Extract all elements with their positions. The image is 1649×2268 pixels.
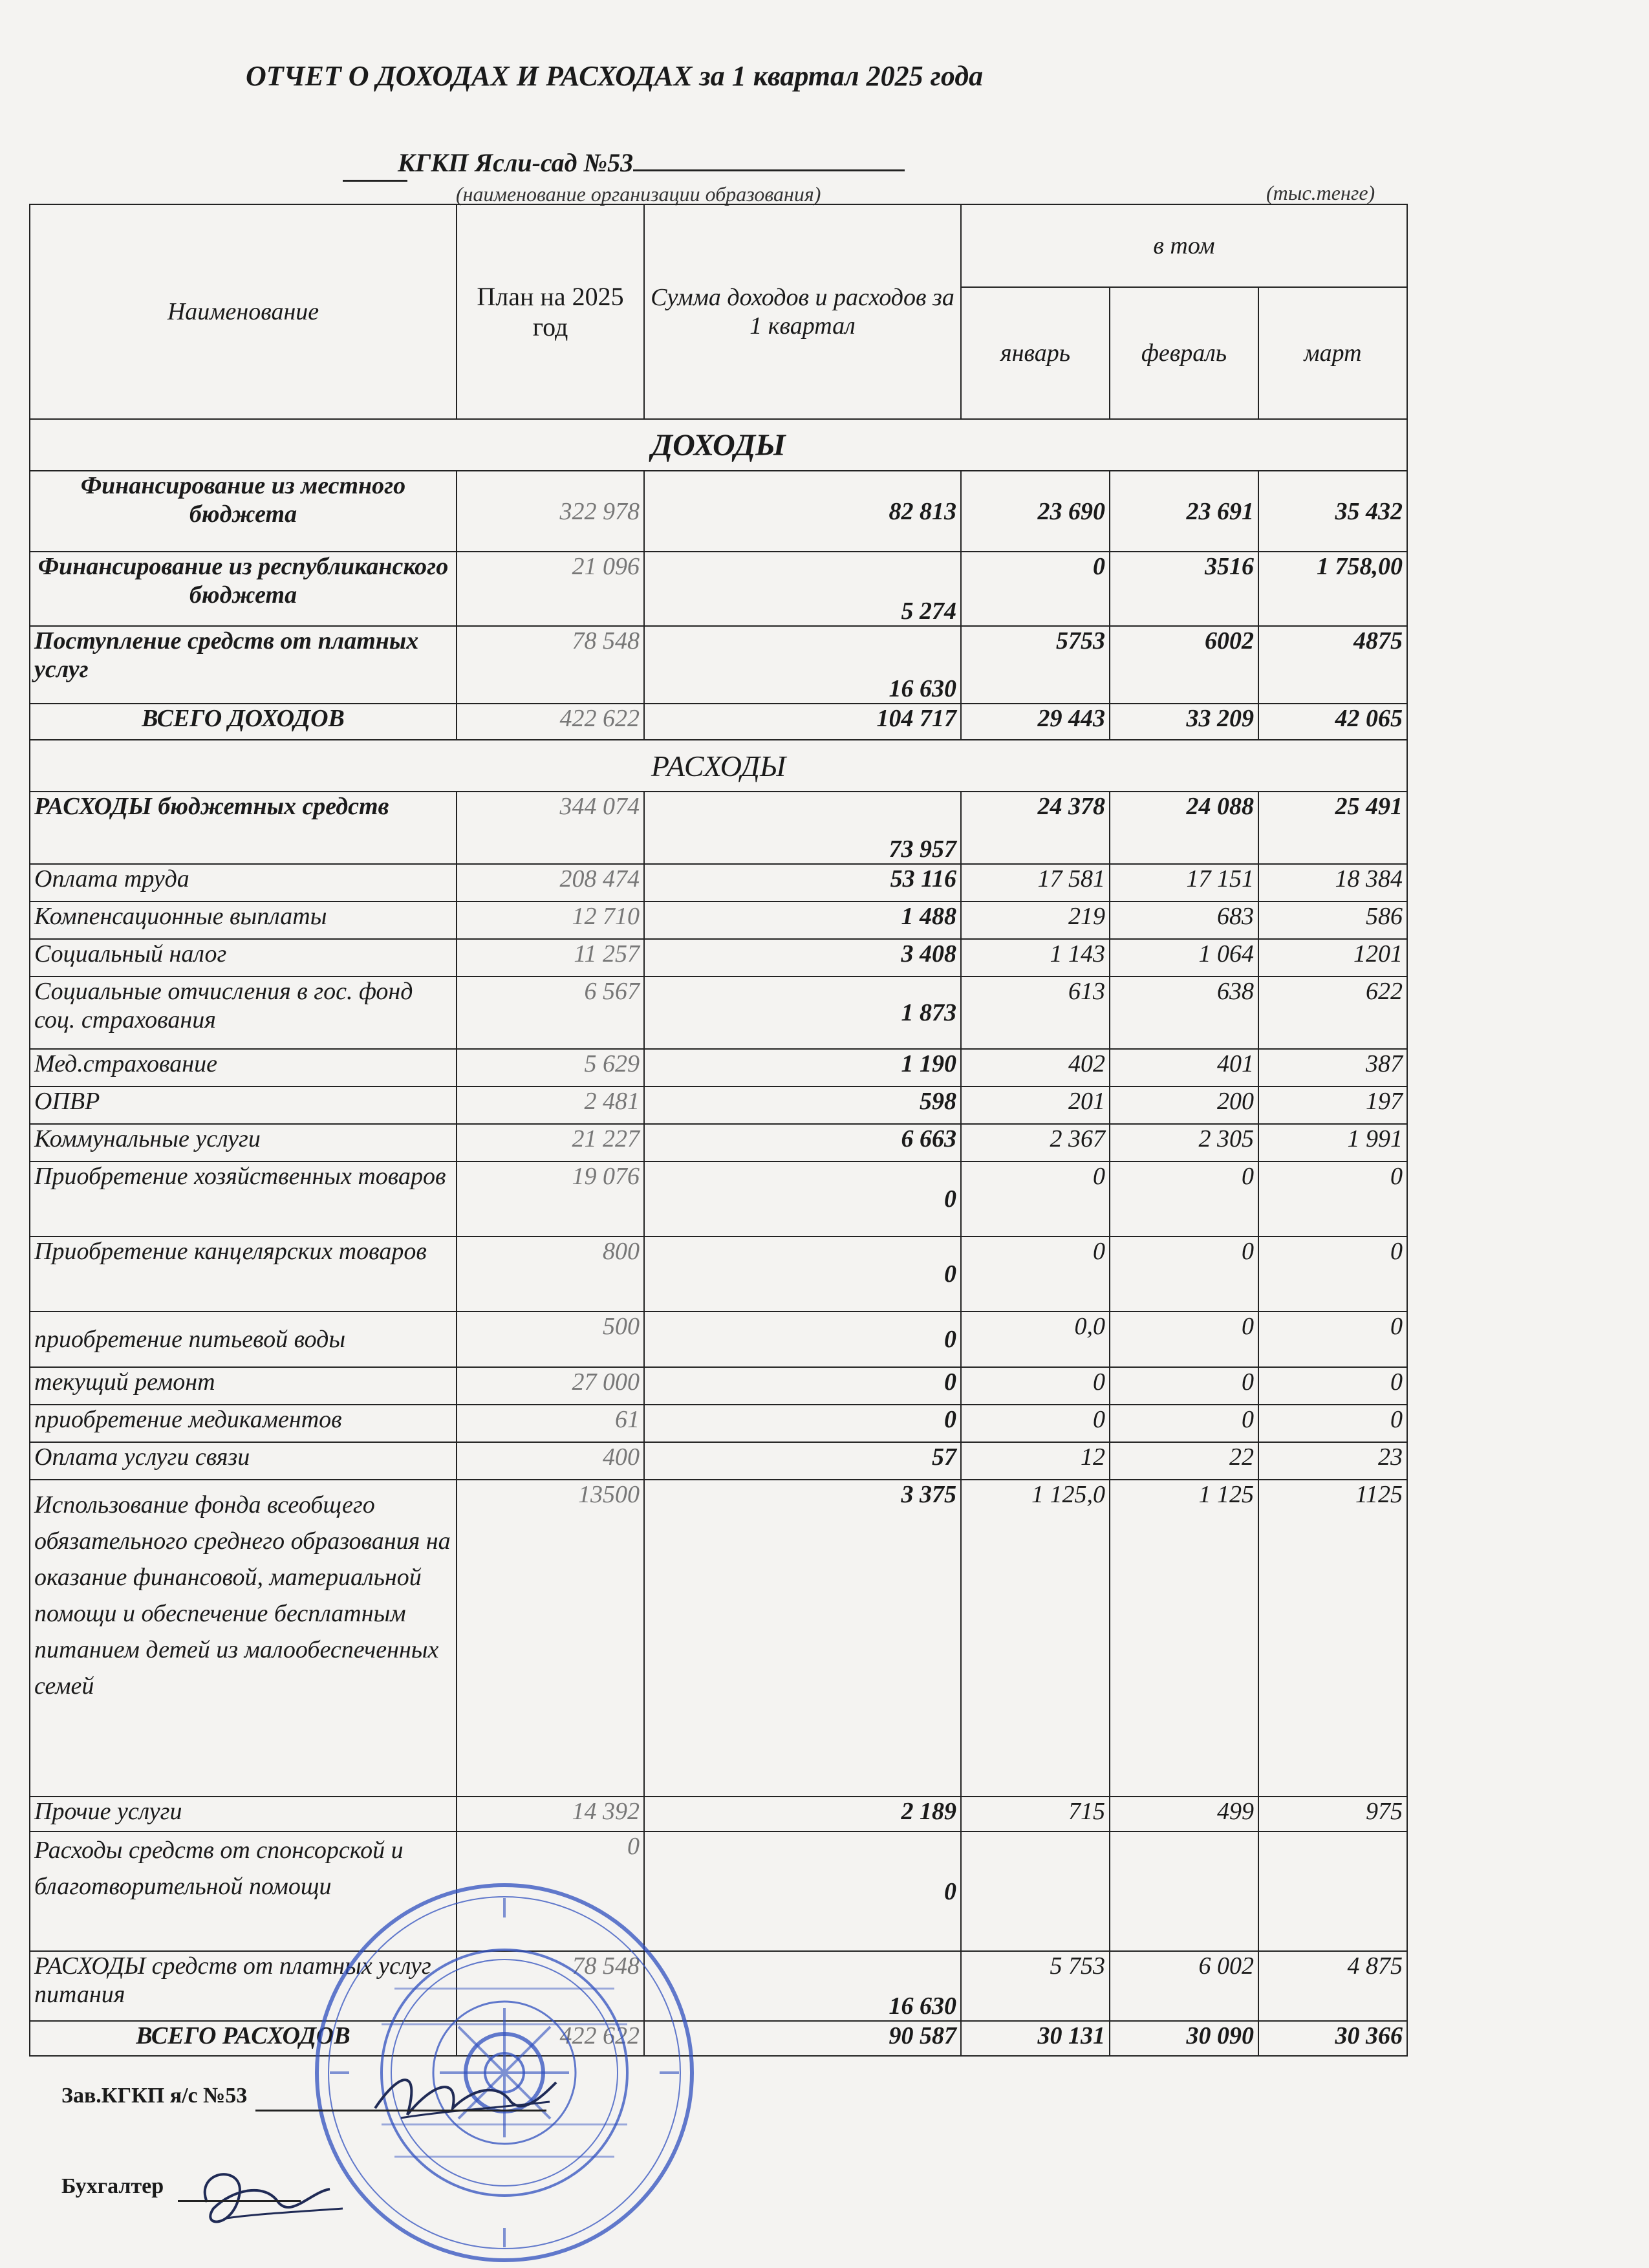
expense-total-feb: 30 090 [1110, 2021, 1258, 2056]
row-mar [1258, 1831, 1407, 1951]
income-row [30, 552, 1407, 626]
header-name: Наименование [30, 204, 457, 419]
row-feb: 200 [1110, 1086, 1258, 1124]
row-jan: 23 690 [961, 471, 1110, 552]
head-signature-line [255, 2110, 546, 2111]
expense-total-row [30, 2021, 1407, 2056]
row-jan: 5753 [961, 626, 1110, 704]
row-name: Компенсационные выплаты [30, 902, 457, 939]
row-sum: 1 190 [644, 1049, 961, 1086]
header-month-mar: март [1258, 287, 1407, 419]
row-plan: 0 [457, 1831, 644, 1951]
row-sum: 82 813 [644, 471, 961, 552]
org-prefix-line [343, 180, 407, 182]
row-feb: 401 [1110, 1049, 1258, 1086]
row-feb: 0 [1110, 1405, 1258, 1442]
row-name: Прочие услуги [30, 1797, 457, 1831]
accountant-signature [188, 2157, 356, 2241]
row-plan: 5 629 [457, 1049, 644, 1086]
row-name: Оплата услуги связи [30, 1442, 457, 1480]
expense-row [30, 1312, 1407, 1367]
head-signature-label: Зав.КГКП я/с №53 [61, 2084, 248, 2108]
accountant-signature-line [178, 2200, 301, 2202]
row-sum: 0 [644, 1367, 961, 1405]
row-jan: 2 367 [961, 1124, 1110, 1161]
row-mar: 0 [1258, 1367, 1407, 1405]
row-feb: 6 002 [1110, 1951, 1258, 2021]
expense-row [30, 1086, 1407, 1124]
row-sum: 16 630 [644, 626, 961, 704]
row-sum: 5 274 [644, 552, 961, 626]
row-sum: 0 [644, 1312, 961, 1367]
row-sum: 16 630 [644, 1951, 961, 2021]
row-plan: 21 227 [457, 1124, 644, 1161]
income-section-title: ДОХОДЫ [30, 419, 1407, 471]
row-jan: 0 [961, 1405, 1110, 1442]
income-row [30, 626, 1407, 704]
row-sum: 53 116 [644, 864, 961, 902]
expense-total-plan: 422 622 [457, 2021, 644, 2056]
row-jan: 24 378 [961, 792, 1110, 864]
expense-row [30, 864, 1407, 902]
row-feb: 0 [1110, 1237, 1258, 1312]
row-mar: 387 [1258, 1049, 1407, 1086]
row-mar: 1 991 [1258, 1124, 1407, 1161]
expense-total-jan: 30 131 [961, 2021, 1110, 2056]
row-sum: 0 [644, 1831, 961, 1951]
report-title: ОТЧЕТ О ДОХОДАХ И РАСХОДАХ за 1 квартал 2025 года [246, 60, 984, 92]
income-total-sum: 104 717 [644, 704, 961, 740]
expense-row [30, 1480, 1407, 1797]
expense-row [30, 939, 1407, 977]
income-total-row [30, 704, 1407, 740]
income-row [30, 471, 1407, 552]
row-jan: 0 [961, 1161, 1110, 1237]
row-mar: 0 [1258, 1312, 1407, 1367]
income-total-plan: 422 622 [457, 704, 644, 740]
header-plan-text: План на 2025 год [477, 282, 624, 341]
header-group: в том [961, 204, 1407, 287]
row-jan: 715 [961, 1797, 1110, 1831]
expense-row [30, 1124, 1407, 1161]
row-sum: 3 375 [644, 1480, 961, 1797]
row-mar: 975 [1258, 1797, 1407, 1831]
row-mar: 35 432 [1258, 471, 1407, 552]
head-signature [362, 2057, 569, 2134]
income-total-jan: 29 443 [961, 704, 1110, 740]
row-mar: 0 [1258, 1405, 1407, 1442]
row-sum: 0 [644, 1161, 961, 1237]
row-feb: 1 064 [1110, 939, 1258, 977]
expense-row [30, 1237, 1407, 1312]
row-jan [961, 1831, 1110, 1951]
row-name: Социальный налог [30, 939, 457, 977]
row-sum: 57 [644, 1442, 961, 1480]
row-name: Финансирование из местного бюджета [30, 471, 457, 552]
expense-row [30, 1161, 1407, 1237]
expense-row [30, 1797, 1407, 1831]
org-name-underline [633, 150, 905, 171]
header-plan [457, 204, 644, 419]
expense-section-row [30, 740, 1407, 792]
row-sum: 3 408 [644, 939, 961, 977]
row-name: РАСХОДЫ средств от платных услуг питания [30, 1951, 457, 2021]
row-plan: 13500 [457, 1480, 644, 1797]
row-name: ОПВР [30, 1086, 457, 1124]
row-sum: 1 873 [644, 977, 961, 1049]
income-total-mar: 42 065 [1258, 704, 1407, 740]
row-sum: 598 [644, 1086, 961, 1124]
row-name: Коммунальные услуги [30, 1124, 457, 1161]
row-sum: 0 [644, 1405, 961, 1442]
expense-total-name: ВСЕГО РАСХОДОВ [30, 2021, 457, 2056]
row-sum: 1 488 [644, 902, 961, 939]
expense-row [30, 1367, 1407, 1405]
row-name: Мед.страхование [30, 1049, 457, 1086]
income-total-name: ВСЕГО ДОХОДОВ [30, 704, 457, 740]
expense-row [30, 1405, 1407, 1442]
row-plan: 208 474 [457, 864, 644, 902]
row-name: Приобретение хозяйственных товаров [30, 1161, 457, 1237]
row-feb [1110, 1831, 1258, 1951]
unit-label: (тыс.тенге) [1266, 181, 1375, 204]
row-mar: 0 [1258, 1237, 1407, 1312]
row-feb: 0 [1110, 1367, 1258, 1405]
row-plan: 61 [457, 1405, 644, 1442]
row-plan: 322 978 [457, 471, 644, 552]
row-feb: 22 [1110, 1442, 1258, 1480]
row-jan: 1 125,0 [961, 1480, 1110, 1797]
row-jan: 402 [961, 1049, 1110, 1086]
row-jan: 5 753 [961, 1951, 1110, 2021]
row-plan: 78 548 [457, 626, 644, 704]
income-total-feb: 33 209 [1110, 704, 1258, 740]
row-sum: 73 957 [644, 792, 961, 864]
row-jan: 613 [961, 977, 1110, 1049]
row-mar: 4875 [1258, 626, 1407, 704]
row-mar: 1 758,00 [1258, 552, 1407, 626]
expense-row [30, 977, 1407, 1049]
row-mar: 1125 [1258, 1480, 1407, 1797]
row-jan: 0 [961, 552, 1110, 626]
row-mar: 1201 [1258, 939, 1407, 977]
header-month-jan: январь [961, 287, 1110, 419]
row-name: Использование фонда всеобщего обязательного среднего образования на оказание финансовой, материальной помощи и обеспечение бесплатным питанием детей из малообеспеченных семей [30, 1480, 457, 1797]
expense-row [30, 1951, 1407, 2021]
row-jan: 12 [961, 1442, 1110, 1480]
row-feb: 0 [1110, 1161, 1258, 1237]
row-name: Приобретение канцелярских товаров [30, 1237, 457, 1312]
row-jan: 201 [961, 1086, 1110, 1124]
row-feb: 2 305 [1110, 1124, 1258, 1161]
org-name: КГКП Ясли-сад №53 [398, 148, 634, 177]
expense-row [30, 902, 1407, 939]
row-feb: 23 691 [1110, 471, 1258, 552]
row-mar: 18 384 [1258, 864, 1407, 902]
accountant-signature-label: Бухгалтер [61, 2174, 164, 2198]
expense-budget-row [30, 792, 1407, 864]
row-plan: 11 257 [457, 939, 644, 977]
row-jan: 219 [961, 902, 1110, 939]
row-feb: 499 [1110, 1797, 1258, 1831]
row-name: Социальные отчисления в гос. фонд соц. страхования [30, 977, 457, 1049]
row-mar: 23 [1258, 1442, 1407, 1480]
header-sum: Сумма доходов и расходов за 1 квартал [644, 204, 961, 419]
row-jan: 17 581 [961, 864, 1110, 902]
expense-total-mar: 30 366 [1258, 2021, 1407, 2056]
row-sum: 6 663 [644, 1124, 961, 1161]
row-feb: 24 088 [1110, 792, 1258, 864]
row-name: Расходы средств от спонсорской и благотворительной помощи [30, 1831, 457, 1951]
row-plan: 19 076 [457, 1161, 644, 1237]
row-feb: 3516 [1110, 552, 1258, 626]
row-mar: 586 [1258, 902, 1407, 939]
row-feb: 6002 [1110, 626, 1258, 704]
row-mar: 622 [1258, 977, 1407, 1049]
row-jan: 0,0 [961, 1312, 1110, 1367]
row-plan: 6 567 [457, 977, 644, 1049]
row-plan: 500 [457, 1312, 644, 1367]
row-feb: 1 125 [1110, 1480, 1258, 1797]
row-plan: 800 [457, 1237, 644, 1312]
org-caption: (наименование организации образования) [456, 182, 821, 206]
row-plan: 78 548 [457, 1951, 644, 2021]
expense-total-sum: 90 587 [644, 2021, 961, 2056]
income-section-row [30, 419, 1407, 471]
row-name: РАСХОДЫ бюджетных средств [30, 792, 457, 864]
row-name: Финансирование из республиканского бюджета [30, 552, 457, 626]
expense-section-title: РАСХОДЫ [30, 740, 1407, 792]
row-feb: 638 [1110, 977, 1258, 1049]
row-plan: 27 000 [457, 1367, 644, 1405]
expense-row [30, 1831, 1407, 1951]
row-jan: 0 [961, 1237, 1110, 1312]
report-table [29, 204, 1408, 2057]
row-plan: 344 074 [457, 792, 644, 864]
row-feb: 0 [1110, 1312, 1258, 1367]
row-jan: 1 143 [961, 939, 1110, 977]
header-month-feb: февраль [1110, 287, 1258, 419]
row-name: текущий ремонт [30, 1367, 457, 1405]
row-mar: 25 491 [1258, 792, 1407, 864]
row-mar: 0 [1258, 1161, 1407, 1237]
row-plan: 400 [457, 1442, 644, 1480]
org-name-line [398, 147, 905, 178]
row-name: Поступление средств от платных услуг [30, 626, 457, 704]
row-name: приобретение медикаментов [30, 1405, 457, 1442]
row-sum: 0 [644, 1237, 961, 1312]
expense-row [30, 1442, 1407, 1480]
row-mar: 197 [1258, 1086, 1407, 1124]
row-plan: 2 481 [457, 1086, 644, 1124]
row-feb: 683 [1110, 902, 1258, 939]
expense-row [30, 1049, 1407, 1086]
row-plan: 14 392 [457, 1797, 644, 1831]
row-sum: 2 189 [644, 1797, 961, 1831]
row-mar: 4 875 [1258, 1951, 1407, 2021]
row-plan: 12 710 [457, 902, 644, 939]
row-name: Оплата труда [30, 864, 457, 902]
row-plan: 21 096 [457, 552, 644, 626]
header-row-1 [30, 204, 1407, 287]
row-name: приобретение питьевой воды [30, 1312, 457, 1367]
row-feb: 17 151 [1110, 864, 1258, 902]
row-jan: 0 [961, 1367, 1110, 1405]
